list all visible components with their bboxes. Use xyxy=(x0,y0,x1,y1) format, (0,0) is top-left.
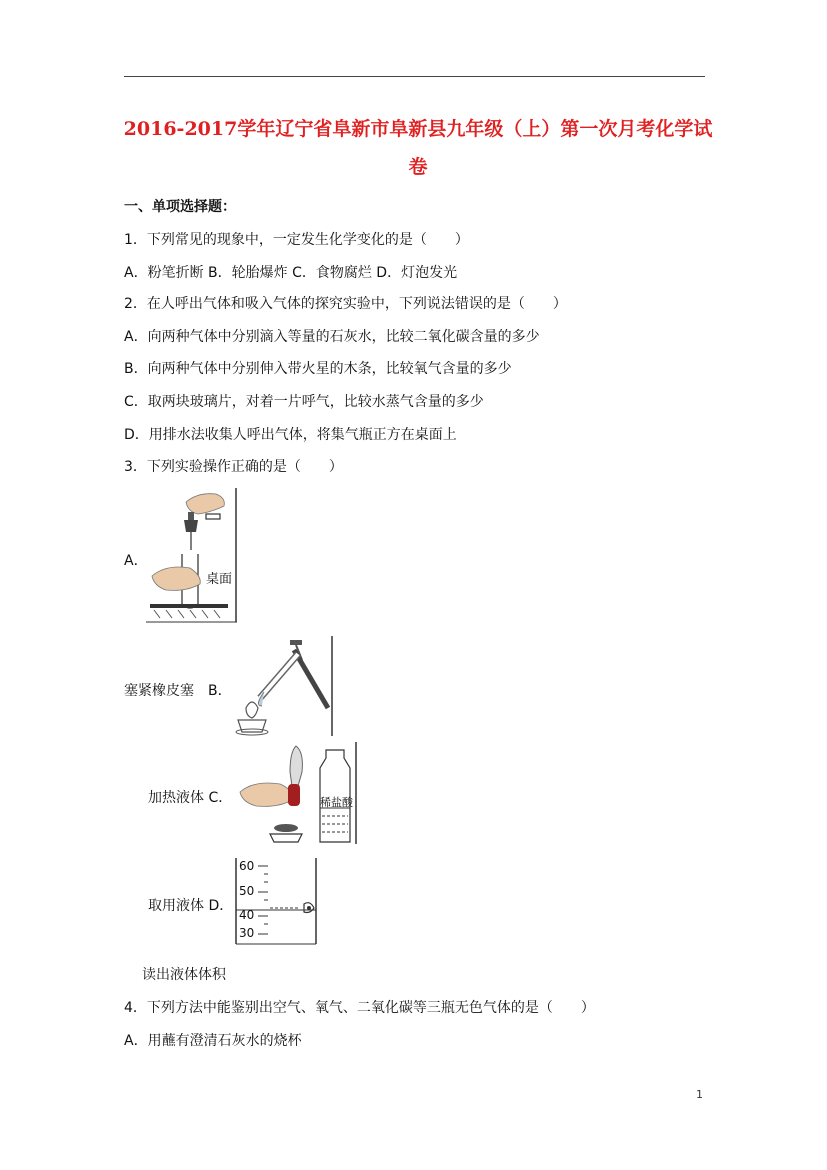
header-rule xyxy=(124,76,705,77)
heating-liquid-figure xyxy=(232,636,336,738)
desk-label: 桌面 xyxy=(206,572,233,587)
scale-60: 60 xyxy=(239,859,255,873)
section-heading: 一、单项选择题： xyxy=(124,199,236,215)
q2-option-a: A．向两种气体中分别滴入等量的石灰水，比较二氧化碳含量的多少 xyxy=(124,329,540,345)
scale-50: 50 xyxy=(239,884,255,898)
scale-30: 30 xyxy=(239,926,255,940)
q3-option-b-text: 塞紧橡皮塞 B． xyxy=(124,683,232,699)
q2-stem: 2．在人呼出气体和吸入气体的探究实验中，下列说法错误的是（ ） xyxy=(124,296,567,312)
q2-option-c: C．取两块玻璃片，对着一片呼气，比较水蒸气含量的多少 xyxy=(124,394,484,410)
scale-40: 40 xyxy=(239,908,255,922)
bottle-label: 稀盐酸 xyxy=(320,796,353,809)
q1-stem: 1．下列常见的现象中，一定发生化学变化的是（ ） xyxy=(124,232,469,248)
q3-stem: 3．下列实验操作正确的是（ ） xyxy=(124,459,343,475)
q3-option-c-text: 加热液体 C． xyxy=(148,790,233,806)
stopper-insertion-figure xyxy=(146,488,238,624)
page-title: 2016-2017学年辽宁省阜新市阜新县九年级（上）第一次月考化学试 xyxy=(123,118,713,140)
page-number: 1 xyxy=(696,1088,703,1101)
page-title-cont: 卷 xyxy=(408,156,428,178)
q1-options: A．粉笔折断 B．轮胎爆炸 C．食物腐烂 D．灯泡发光 xyxy=(124,265,458,281)
q2-option-d: D．用排水法收集人呼出气体，将集气瓶正方在桌面上 xyxy=(124,427,457,443)
q4-option-a: A．用蘸有澄清石灰水的烧杯 xyxy=(124,1033,302,1049)
q4-stem: 4．下列方法中能鉴别出空气、氧气、二氧化碳等三瓶无色气体的是（ ） xyxy=(124,1000,595,1016)
q3-option-d-text: 取用液体 D． xyxy=(148,898,234,914)
q2-option-b: B．向两种气体中分别伸入带火星的木条，比较氧气含量的多少 xyxy=(124,361,512,377)
q3-option-a-marker: A． xyxy=(124,553,148,569)
q3-after-text: 读出液体体积 xyxy=(142,967,226,983)
